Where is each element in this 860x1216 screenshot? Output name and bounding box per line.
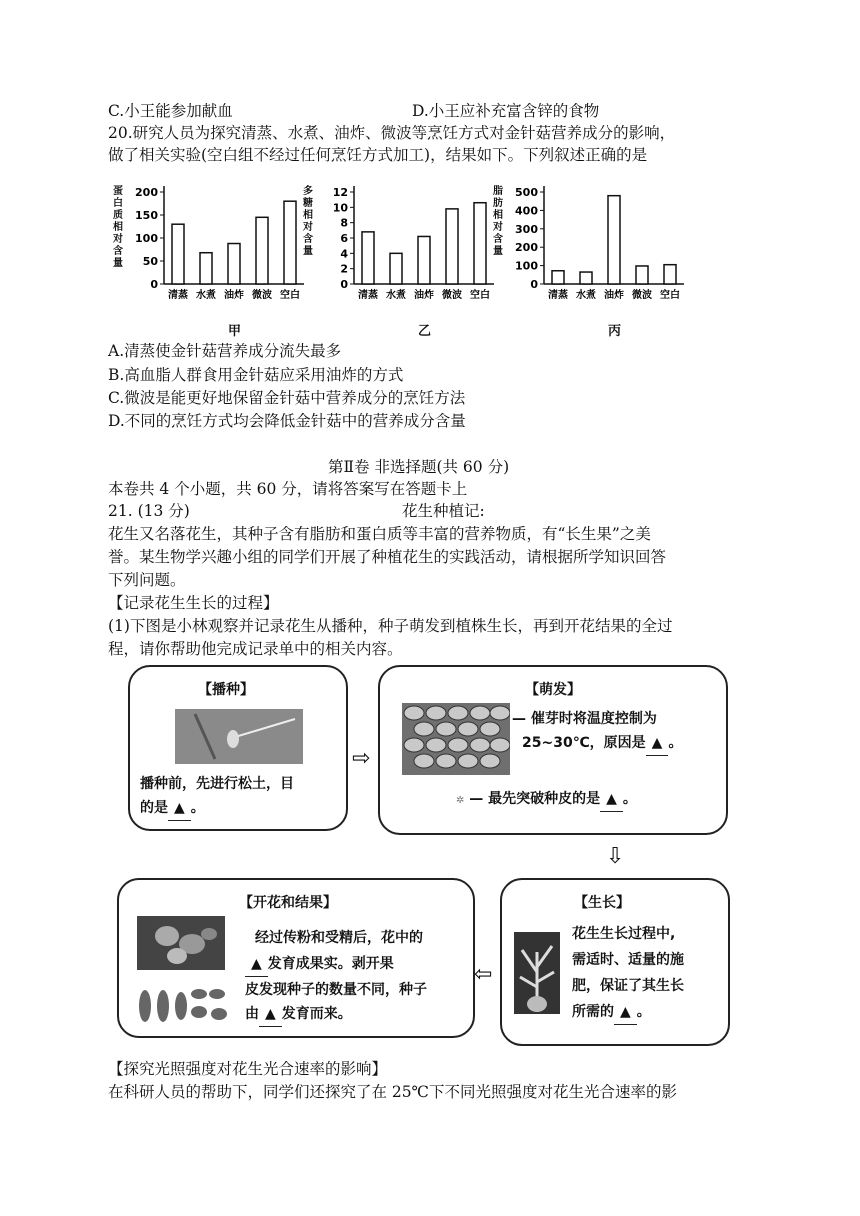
box-growth-title: 【生长】 [574,895,630,911]
q21-intro-2: 誉。某生物学兴趣小组的同学们开展了种植花生的实践活动，请根据所学知识回答 [108,548,667,566]
box-growth-line3: 肥，保证了其生长 [572,978,684,994]
box-growth [500,878,730,1046]
bar [446,209,458,284]
seeds-photo-drawing [402,703,510,775]
y-tick-label: 8 [340,216,348,230]
sowing-photo [175,709,303,764]
box-germination [378,665,728,835]
q20-stem-line2: 做了相关实验(空白组不经过任何烹饪方式加工)，结果如下。下列叙述正确的是 [108,146,648,164]
bar [418,236,430,284]
box-flowering-title: 【开花和结果】 [239,895,337,911]
q20-stem-line1: 20.研究人员为探究清蒸、水煮、油炸、微波等烹饪方式对金针菇营养成分的影响， [108,124,676,142]
box-flowering-line4: 由 ▲ 发育而来。 [245,1002,352,1027]
box-sowing-line2: 的是 ▲ 。 [140,796,205,821]
box-flowering [117,878,475,1038]
box-germination-title: 【萌发】 [525,682,581,698]
blank-first-breakthrough: ▲ [600,787,623,812]
box-germination-line1: — 催芽时将温度控制为 [512,711,657,727]
sowing-photo-drawing [175,709,303,764]
y-tick-label: 100 [515,259,538,273]
arrow-right-icon: ⇨ [352,746,371,771]
y-tick-label: 150 [135,209,158,222]
q21-intro-3: 下列问题。 [108,571,186,589]
blank-ovary: ▲ [245,952,268,977]
box-sowing-line1: 播种前，先进行松土，目 [140,776,294,792]
x-tick-label: 清蒸 [548,290,568,301]
explore-title: 【探究光照强度对花生光合速率的影响】 [108,1060,388,1078]
chart-fat [492,180,712,340]
box-sowing-title: 【播种】 [198,682,254,698]
bar [474,203,486,284]
x-tick-label: 微波 [252,290,272,301]
y-tick-label: 4 [340,247,348,261]
x-tick-label: 微波 [632,290,652,301]
y-tick-label: 0 [150,278,158,291]
chart-ylabel: 蛋白质相对含量 [113,186,123,269]
blank-ovule: ▲ [259,1002,282,1027]
y-tick-label: 0 [530,278,538,291]
chart-caption: 甲 [228,324,242,339]
peanut-fruit-photo-drawing [137,916,225,970]
box-flowering-line1: 经过传粉和受精后，花中的 [255,930,423,946]
chart-polysaccharide [302,180,522,340]
x-tick-label: 微波 [442,290,462,301]
q21-header-left: 21. (13 分) [108,502,190,520]
bar [362,232,374,284]
box-growth-line1: 花生生长过程中, [572,926,676,942]
plant-photo [514,932,560,1014]
peanut-fruit-photo [137,916,225,970]
bar [200,253,212,284]
record-title: 【记录花生生长的过程】 [108,594,279,612]
y-tick-label: 400 [515,204,538,218]
y-tick-label: 0 [340,278,348,291]
y-tick-label: 200 [135,186,158,199]
bar [636,266,648,284]
q20-option-c: C.微波是能更好地保留金针菇中营养成分的烹饪方法 [108,389,466,407]
explore-line: 在科研人员的帮助下，同学们还探究了在 25℃下不同光照强度对花生光合速率的影 [108,1083,677,1101]
peanut-seeds-photo-drawing [137,984,233,1024]
chart-ylabel: 脂肪相对含量 [493,186,503,257]
chart-caption: 乙 [418,324,432,339]
q19-option-d: D.小王应补充富含锌的食物 [412,102,600,120]
bar [172,224,184,284]
seed-sprout-icon: ✲ [456,795,465,806]
bar [580,272,592,284]
y-tick-label: 500 [515,186,538,199]
bar [390,253,402,284]
x-tick-label: 水煮 [196,290,216,301]
y-tick-label: 200 [515,241,538,255]
q21-intro-1: 花生又名落花生，其种子含有脂肪和蛋白质等丰富的营养物质，有“长生果”之美 [108,525,651,543]
y-tick-label: 10 [332,201,348,215]
q1-line-1: (1)下图是小林观察并记录花生从播种，种子萌发到植株生长，再到开花结果的全过 [108,617,673,635]
box-germination-line3: ✲ — 最先突破种皮的是 ▲ 。 [456,787,637,813]
x-tick-label: 空白 [660,290,680,301]
bar [608,196,620,284]
y-tick-label: 6 [340,232,348,245]
q20-option-d: D.不同的烹饪方式均会降低金针菇中的营养成分含量 [108,412,466,430]
y-tick-label: 50 [142,255,158,268]
q1-line-2: 程，请你帮助他完成记录单中的相关内容。 [108,640,403,658]
x-tick-label: 油炸 [224,290,244,301]
arrow-left-icon: ⇦ [474,962,493,987]
plant-photo-drawing [514,932,560,1014]
x-tick-label: 水煮 [576,290,596,301]
x-tick-label: 清蒸 [168,290,188,301]
x-tick-label: 空白 [470,290,490,301]
chart-ylabel: 多糖相对含量 [303,186,313,257]
peanut-seeds-photo [137,984,233,1024]
chart-svg [302,180,502,310]
box-germination-line2: 25~30℃，原因是 ▲ 。 [522,731,682,756]
x-tick-label: 油炸 [604,290,624,301]
y-tick-label: 12 [332,186,348,199]
bar [256,217,268,284]
x-tick-label: 水煮 [386,290,406,301]
chart-protein [112,180,332,340]
bar [228,244,240,284]
seeds-photo [402,703,510,775]
y-tick-label: 2 [340,262,348,276]
y-tick-label: 100 [135,232,158,245]
blank-temperature: ▲ [646,731,669,756]
box-growth-line4: 所需的 ▲ 。 [572,1000,651,1025]
section2-title: 第Ⅱ卷 非选择题(共 60 分) [328,458,510,476]
x-tick-label: 油炸 [414,290,434,301]
box-flowering-line3: 皮发现种子的数量不同，种子 [245,982,427,998]
box-flowering-line2: ▲ 发育成果实。剥开果 [245,952,394,977]
x-tick-label: 空白 [280,290,300,301]
blank-sow: ▲ [168,796,191,821]
blank-inorganic-salt: ▲ [614,1000,637,1025]
x-tick-label: 清蒸 [358,290,378,301]
bar [284,201,296,284]
y-tick-label: 300 [515,222,538,236]
arrow-down-icon: ⇩ [606,844,625,869]
chart-caption: 丙 [608,324,622,339]
box-sowing [128,665,348,831]
bar [552,271,564,284]
q20-option-b: B.高血脂人群食用金针菇应采用油炸的方式 [108,366,404,384]
q19-option-c: C.小王能参加献血 [108,102,233,120]
section2-instruction: 本卷共 4 个小题，共 60 分，请将答案写在答题卡上 [108,480,468,498]
q20-option-a: A.清蒸使金针菇营养成分流失最多 [108,342,342,360]
chart-svg [112,180,312,310]
chart-svg [492,180,692,310]
q21-header-right: 花生种植记: [402,502,485,520]
bar [664,265,676,284]
box-growth-line2: 需适时、适量的施 [572,952,684,968]
